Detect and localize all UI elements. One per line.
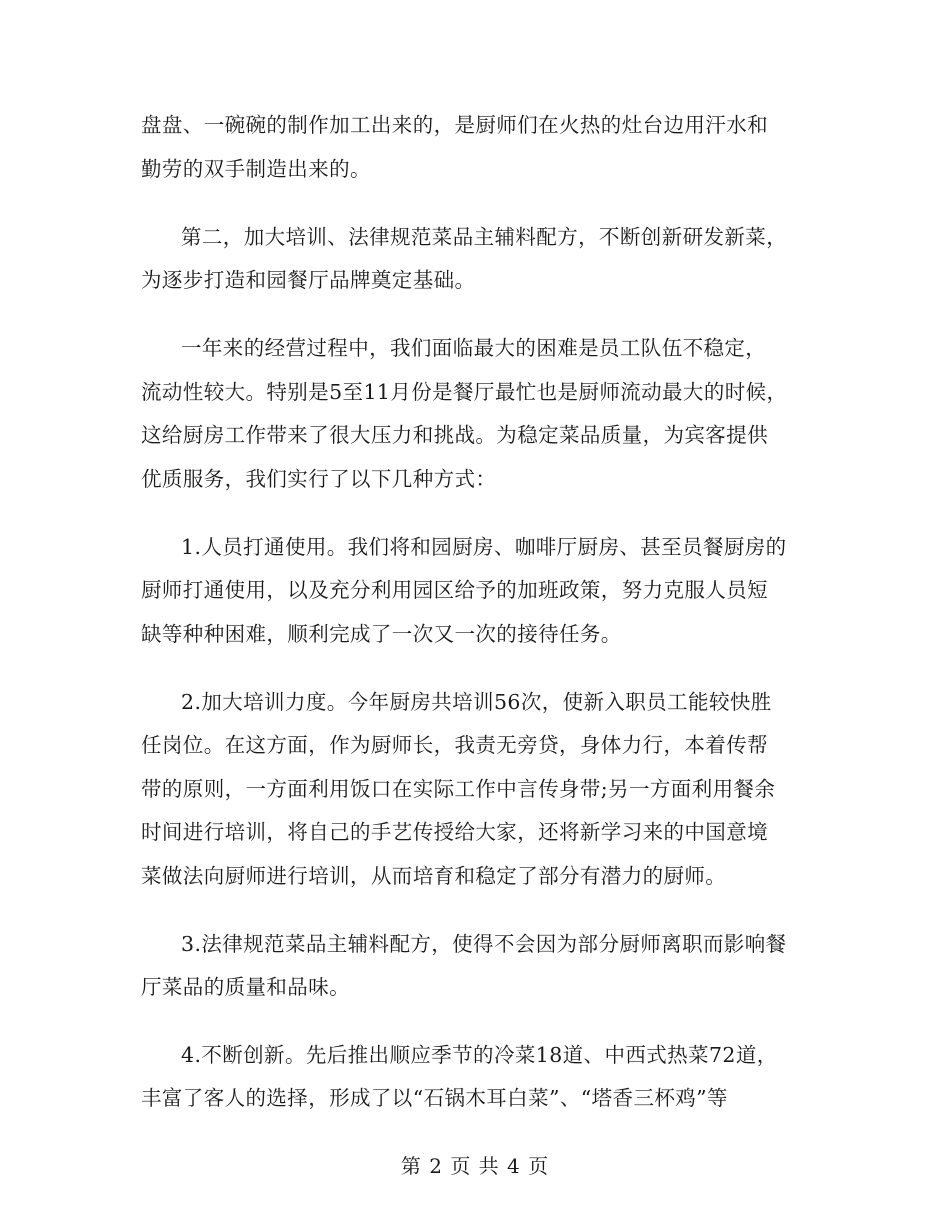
text-line: 1.人员打通使用。我们将和园厨房、咖啡厅厨房、甚至员餐厨房的 (181, 535, 787, 559)
text-line: 3.法律规范菜品主辅料配方，使得不会因为部分厨师离职而影响餐 (181, 932, 787, 956)
text-line: 第二，加大培训、法律规范菜品主辅料配方，不断创新研发新菜， (181, 225, 788, 249)
text-line: 菜做法向厨师进行培训，从而培育和稳定了部分有潜力的厨师。 (141, 864, 727, 888)
text-line: 厅菜品的质量和品味。 (141, 975, 350, 999)
text-line: 流动性较大。特别是5至11月份是餐厅最忙也是厨师流动最大的时候， (141, 380, 788, 404)
text-line: 盘盘、一碗碗的制作加工出来的，是厨师们在火热的灶台边用汗水和 (141, 113, 768, 137)
text-line: 带的原则，一方面利用饭口在实际工作中言传身带;另一方面利用餐余 (141, 777, 776, 801)
text-line: 2.加大培训力度。今年厨房共培训56次，使新入职员工能较快胜 (181, 690, 772, 714)
text-line: 任岗位。在这方面，作为厨师长，我责无旁贷，身体力行，本着传帮 (141, 733, 768, 757)
text-line: 缺等种种困难，顺利完成了一次又一次的接待任务。 (141, 622, 622, 646)
text-line: 一年来的经营过程中，我们面临最大的困难是员工队伍不稳定， (181, 336, 767, 360)
text-line: 勤劳的双手制造出来的。 (141, 157, 371, 181)
text-line: 4.不断创新。先后推出顺应季节的冷菜18道、中西式热菜72道， (181, 1043, 778, 1067)
text-line: 这给厨房工作带来了很大压力和挑战。为稳定菜品质量，为宾客提供 (141, 423, 768, 447)
text-line: 优质服务，我们实行了以下几种方式： (141, 467, 497, 491)
text-line: 为逐步打造和园餐厅品牌奠定基础。 (141, 268, 476, 292)
text-line: 时间进行培训，将自己的手艺传授给大家，还将新学习来的中国意境 (141, 820, 768, 844)
text-line: 厨师打通使用，以及充分利用园区给予的加班政策，努力克服人员短 (141, 578, 768, 602)
page-footer: 第 2 页 共 4 页 (400, 1154, 550, 1178)
text-line: 丰富了客人的选择，形成了以“石锅木耳白菜”、“塔香三杯鸡”等 (141, 1086, 728, 1110)
